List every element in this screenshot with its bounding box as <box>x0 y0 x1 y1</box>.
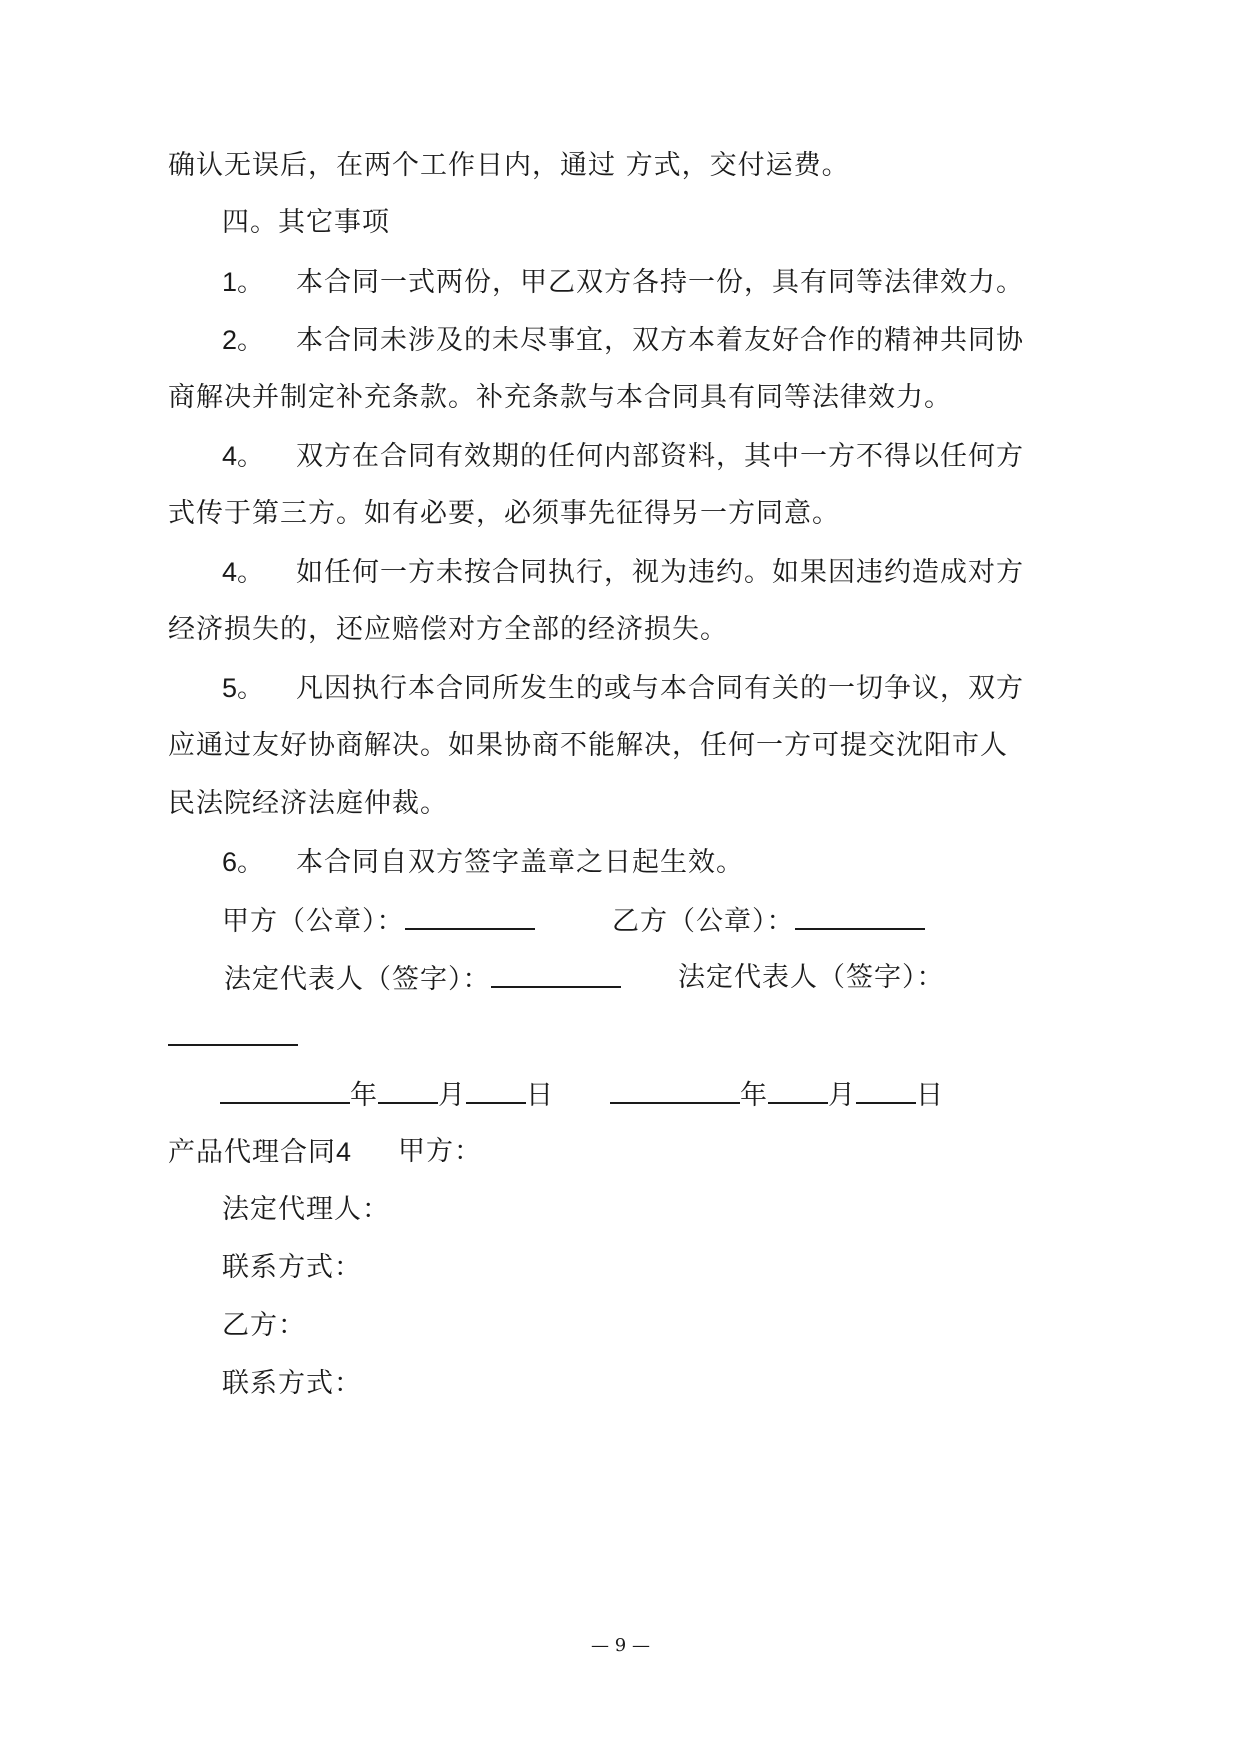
clause-text: 应通过友好协商解决。如果协商不能解决，任何一方可提交沈阳市人 <box>168 730 1008 761</box>
party-b-line <box>222 1308 306 1344</box>
clause-4-continuation <box>168 612 728 648</box>
month-blank <box>768 1076 828 1104</box>
clause-text: 经济损失的，还应赔偿对方全部的经济损失。 <box>168 614 728 645</box>
party-b-seal-label: 乙方（公章）： <box>612 906 795 937</box>
day-blank <box>466 1076 526 1104</box>
clause-number: 1。 <box>222 267 265 297</box>
contact-a-label: 联系方式： <box>222 1252 362 1283</box>
clause-3 <box>222 438 1024 474</box>
clause-text: 本合同一式两份，甲乙双方各持一份，具有同等法律效力。 <box>296 267 1025 298</box>
party-b-seal-blank <box>795 902 925 930</box>
clause-text: 如任何一方未按合同执行，视为违约。如果因违约造成对方 <box>296 557 1025 588</box>
day-label: 日 <box>916 1080 944 1111</box>
party-a-label: 甲方： <box>398 1136 482 1167</box>
next-contract-title: 产品代理合同 <box>168 1137 336 1168</box>
party-a-seal-line <box>222 902 535 938</box>
date-a-line <box>220 1076 554 1112</box>
party-a-seal-blank <box>405 902 535 930</box>
clause-1 <box>222 264 1024 300</box>
rep-a-blank <box>491 960 621 988</box>
clause-3-continuation <box>168 496 840 532</box>
clause-number: 4。 <box>222 441 265 471</box>
paragraph-text: 确认无误后，在两个工作日内，通过 方式，交付运费。 <box>168 150 850 181</box>
year-blank <box>610 1076 740 1104</box>
rep-a-line <box>224 960 621 996</box>
year-label: 年 <box>350 1080 378 1111</box>
rep-b-label: 法定代表人（签字）： <box>678 962 945 993</box>
clause-5-continuation-2 <box>168 786 448 822</box>
page-number: — 9 — <box>591 1635 650 1656</box>
contact-a-line <box>222 1250 362 1286</box>
clause-4 <box>222 554 1024 590</box>
year-blank <box>220 1076 350 1104</box>
clause-2-continuation <box>168 380 952 416</box>
party-b-label: 乙方： <box>222 1310 306 1341</box>
clause-number: 4。 <box>222 557 265 587</box>
clause-text: 双方在合同有效期的任何内部资料，其中一方不得以任何方 <box>296 441 1025 472</box>
day-label: 日 <box>526 1080 554 1111</box>
clause-2 <box>222 322 1024 358</box>
clause-text: 凡因执行本合同所发生的或与本合同有关的一切争议，双方 <box>296 673 1025 704</box>
clause-text: 本合同未涉及的未尽事宜，双方本着友好合作的精神共同协 <box>296 325 1025 356</box>
rep-a-label: 法定代表人（签字）： <box>224 964 491 995</box>
clause-number: 6。 <box>222 847 265 877</box>
next-contract-number: 4 <box>336 1137 352 1167</box>
clause-5 <box>222 670 1024 706</box>
contact-b-line <box>222 1366 362 1402</box>
party-b-seal-line <box>612 902 925 938</box>
day-blank <box>856 1076 916 1104</box>
clause-5-continuation-1 <box>168 728 1008 764</box>
rep-b-blank <box>168 1018 298 1046</box>
contact-b-label: 联系方式： <box>222 1368 362 1399</box>
year-label: 年 <box>740 1080 768 1111</box>
date-b-line <box>610 1076 944 1112</box>
clause-text: 本合同自双方签字盖章之日起生效。 <box>296 847 745 878</box>
rep-b-line <box>678 960 945 996</box>
clause-number: 5。 <box>222 673 265 703</box>
next-contract-party-a <box>398 1134 482 1170</box>
clause-number: 2。 <box>222 325 265 355</box>
section-heading-other-matters <box>222 205 390 241</box>
month-label: 月 <box>828 1080 856 1111</box>
next-contract-title-line <box>168 1134 351 1170</box>
party-a-seal-label: 甲方（公章）： <box>222 906 405 937</box>
legal-agent-label: 法定代理人： <box>222 1194 390 1225</box>
paragraph-payment-line <box>168 148 850 184</box>
month-blank <box>378 1076 438 1104</box>
rep-b-blank-line <box>168 1018 298 1054</box>
clause-text: 商解决并制定补充条款。补充条款与本合同具有同等法律效力。 <box>168 382 952 413</box>
clause-text: 式传于第三方。如有必要，必须事先征得另一方同意。 <box>168 498 840 529</box>
legal-agent-line <box>222 1192 390 1228</box>
clause-text: 民法院经济法庭仲裁。 <box>168 788 448 819</box>
section-heading-text: 四。其它事项 <box>222 207 390 238</box>
month-label: 月 <box>438 1080 466 1111</box>
clause-6 <box>222 844 744 880</box>
